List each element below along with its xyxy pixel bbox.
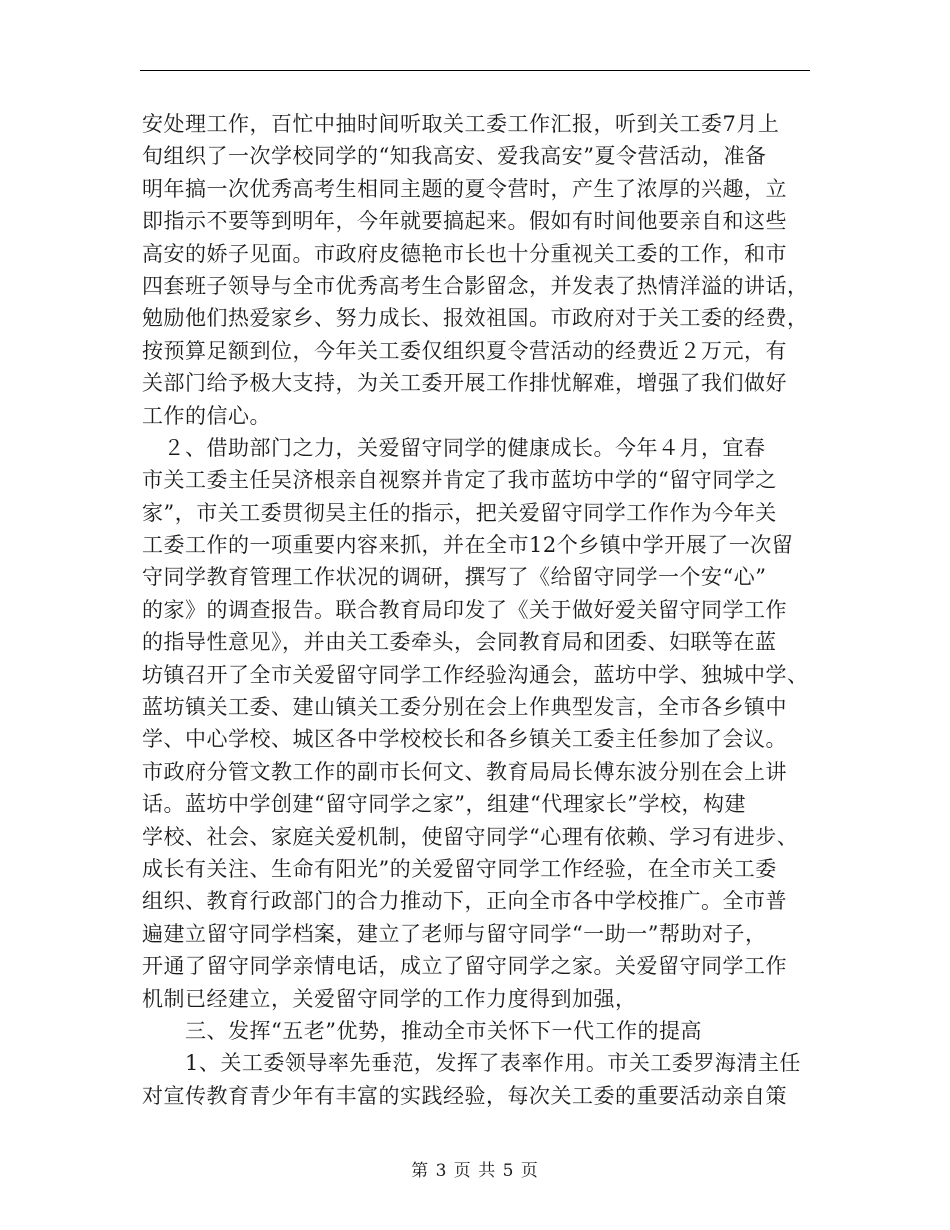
text-line: 关部门给予极大支持，为关工委开展工作排忧解难，增强了我们做好 [142,371,787,396]
text-line: 对宣传教育青少年有丰富的实践经验，每次关工委的重要活动亲自策 [142,1083,787,1108]
text-line: 遍建立留守同学档案，建立了老师与留守同学“一助一”帮助对子， [142,921,767,946]
text-line: 工作的信心。 [142,403,271,428]
text-line: 安处理工作，百忙中抽时间听取关工委工作汇报，听到关工委7月上 [142,112,780,136]
text-line: 组织、教育行政部门的合力推动下，正向全市各中学校推广。全市普 [142,889,787,914]
text-line: 学校、社会、家庭关爱机制，使留守同学“心理有依赖、学习有进步、 [142,824,799,849]
text-line: 开通了留守同学亲情电话，成立了留守同学之家。关爱留守同学工作 [142,954,787,979]
text-line: 守同学教育管理工作状况的调研，撰写了《给留守同学一个安“心” [142,565,767,590]
text-line: 的指导性意见》，并由关工委牵头，会同教育局和团委、妇联等在蓝 [142,630,777,655]
text-line: 明年搞一次优秀高考生相同主题的夏令营时，产生了浓厚的兴趣，立 [142,176,787,201]
text-line: 高安的娇子见面。市政府皮德艳市长也十分重视关工委的工作，和市 [142,241,787,266]
text-line: 市政府分管文教工作的副市长何文、教育局局长傅东波分别在会上讲 [142,759,787,784]
text-line: 四套班子领导与全市优秀高考生合影留念，并发表了热情洋溢的讲话， [142,273,809,298]
text-line: 按预算足额到位，今年关工委仅组织夏令营活动的经费近２万元，有 [142,338,787,363]
text-line: 的家》的调查报告。联合教育局印发了《关于做好爱关留守同学工作 [142,597,787,622]
text-line: 旬组织了一次学校同学的“知我高安、爱我高安”夏令营活动，准备 [142,144,767,169]
document-body [142,108,810,1112]
text-line: 家”，市关工委贯彻吴主任的指示，把关爱留守同学工作作为今年关 [142,500,777,525]
text-line: 话。蓝坊中学创建“留守同学之家”，组建“代理家长”学校，构建 [142,792,746,817]
text-line: 机制已经建立，关爱留守同学的工作力度得到加强， [142,986,637,1011]
text-line: 成长有关注、生命有阳光”的关爱留守同学工作经验，在全市关工委 [142,856,777,881]
text-line: 蓝坊镇关工委、建山镇关工委分别在会上作典型发言，全市各乡镇中 [142,695,787,720]
text-line: 三、发挥“五老”优势，推动全市关怀下一代工作的提高 [142,1018,702,1043]
text-line: 即指示不要等到明年，今年就要搞起来。假如有时间他要亲自和这些 [142,209,787,234]
text-line: 1、关工委领导率先垂范，发挥了表率作用。市关工委罗海清主任 [142,1051,801,1076]
text-line: 坊镇召开了全市关爱留守同学工作经验沟通会，蓝坊中学、独城中学、 [142,662,809,687]
page-footer: 第 3 页 共 5 页 [411,1161,539,1181]
header-rule [140,70,810,71]
text-line: 市关工委主任吴济根亲自视察并肯定了我市蓝坊中学的“留守同学之 [142,468,777,493]
text-line: 学、中心学校、城区各中学校校长和各乡镇关工委主任参加了会议。 [142,727,787,752]
text-line: 工委工作的一项重要内容来抓，并在全市12个乡镇中学开展了一次留 [142,533,794,558]
text-line: 勉励他们热爱家乡、努力成长、报效祖国。市政府对于关工委的经费， [142,306,809,331]
text-line: ２、借助部门之力，关爱留守同学的健康成长。今年４月，宜春 [142,435,766,460]
